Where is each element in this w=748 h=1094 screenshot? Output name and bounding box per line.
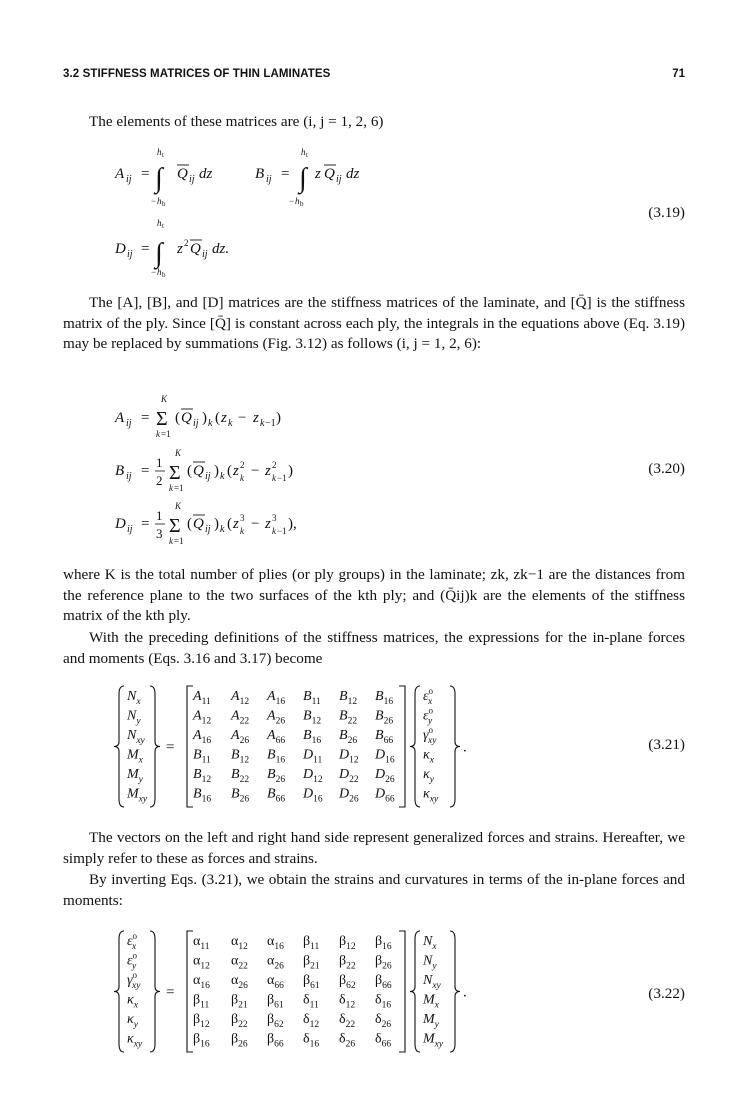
svg-text:b: b bbox=[300, 200, 304, 208]
svg-text:=: = bbox=[141, 463, 150, 479]
matrix-entry: $\delta_{26}$ bbox=[375, 1012, 392, 1030]
svg-text:=: = bbox=[281, 166, 290, 182]
matrix-entry: $B_{12}$ bbox=[231, 747, 250, 766]
rhs-vector-entry: $\varepsilon^o$ y bbox=[423, 705, 434, 727]
svg-text:ij: ij bbox=[205, 471, 211, 482]
svg-text:k: k bbox=[260, 418, 265, 429]
rhs-vector-entry: $M_{xy}$ bbox=[423, 1031, 444, 1050]
rhs-vector-entry: $\kappa_{xy}$ bbox=[423, 786, 439, 805]
matrix-entry: $\delta_{26}$ bbox=[339, 1031, 356, 1050]
matrix-entry: $D_{11}$ bbox=[303, 747, 323, 766]
matrix-entry: $D_{26}$ bbox=[339, 786, 359, 805]
svg-text:2: 2 bbox=[156, 473, 163, 488]
matrix-entry: $\alpha_{11}$ bbox=[193, 934, 210, 952]
matrix-entry: $\beta_{21}$ bbox=[303, 953, 320, 972]
matrix-entry: $D_{22}$ bbox=[339, 767, 359, 785]
svg-text:B: B bbox=[115, 463, 125, 479]
svg-text:A: A bbox=[115, 410, 125, 426]
svg-text:Σ: Σ bbox=[169, 515, 181, 537]
svg-text:ij: ij bbox=[126, 471, 132, 482]
svg-text:),: ), bbox=[288, 516, 297, 532]
svg-text:1: 1 bbox=[156, 455, 163, 470]
equals-sign: = bbox=[166, 984, 175, 1001]
matrix-entry: $B_{12}$ bbox=[193, 767, 212, 785]
eq-B-sum bbox=[115, 448, 293, 493]
rhs-vector-entry: $M_y$ bbox=[423, 1012, 439, 1030]
svg-text:=1: =1 bbox=[174, 536, 184, 546]
lhs-vector-entry: $N_y$ bbox=[127, 708, 141, 727]
svg-text:Q: Q bbox=[190, 241, 201, 257]
matrix-entry: $A_{12}$ bbox=[193, 708, 212, 727]
rhs-vector-entry: $N_{xy}$ bbox=[423, 973, 441, 991]
equation-3-21-graphic bbox=[63, 680, 623, 815]
rhs-vector-entry: $\kappa_y$ bbox=[423, 767, 434, 785]
matrix-entry: $B_{16}$ bbox=[193, 786, 212, 805]
matrix-entry: $\beta_{22}$ bbox=[339, 953, 356, 972]
matrix-entry: $\beta_{26}$ bbox=[375, 953, 392, 972]
lhs-vector-entry: $\gamma^o$ xy bbox=[127, 970, 141, 991]
matrix-entry: $\beta_{21}$ bbox=[231, 992, 248, 1011]
matrix-entry: $A_{16}$ bbox=[193, 728, 212, 746]
matrix-entry: $D_{66}$ bbox=[375, 786, 395, 805]
svg-text:ij: ij bbox=[193, 418, 199, 429]
period: . bbox=[463, 984, 467, 1001]
matrix-entry: $\beta_{62}$ bbox=[339, 973, 356, 991]
running-header bbox=[63, 68, 685, 86]
matrix-entry: $D_{12}$ bbox=[303, 767, 323, 785]
svg-text:D: D bbox=[115, 241, 126, 257]
svg-text:dz.: dz. bbox=[212, 241, 230, 257]
matrix-entry: $B_{16}$ bbox=[375, 689, 394, 707]
svg-text:h: h bbox=[157, 267, 162, 277]
svg-text:): ) bbox=[214, 463, 219, 479]
svg-text:ij: ij bbox=[126, 174, 132, 185]
svg-text:−1: −1 bbox=[277, 526, 287, 536]
svg-text:−1: −1 bbox=[265, 418, 276, 429]
svg-text:ij: ij bbox=[205, 524, 211, 535]
matrix-entry: $\beta_{26}$ bbox=[231, 1031, 248, 1050]
lhs-vector-entry: $\varepsilon^o$ x bbox=[127, 931, 138, 952]
svg-text:2: 2 bbox=[184, 238, 189, 248]
svg-text:1: 1 bbox=[156, 508, 163, 523]
svg-text:Q: Q bbox=[181, 410, 192, 426]
equation-number: (3.19) bbox=[648, 204, 685, 221]
equation-number: (3.22) bbox=[648, 985, 685, 1002]
svg-text:ij: ij bbox=[336, 174, 342, 185]
svg-text:): ) bbox=[202, 410, 207, 426]
svg-text:z: z bbox=[177, 241, 183, 257]
matrix-entry: $\beta_{61}$ bbox=[303, 973, 320, 991]
svg-text:z: z bbox=[221, 410, 227, 426]
paragraph-stiffness bbox=[63, 293, 685, 355]
matrix-entry: $\delta_{66}$ bbox=[375, 1031, 392, 1050]
svg-text:b: b bbox=[162, 271, 166, 279]
svg-text:z: z bbox=[265, 463, 271, 479]
matrix-entry: $\beta_{66}$ bbox=[375, 973, 392, 991]
svg-text:−1: −1 bbox=[277, 473, 287, 483]
svg-text:k: k bbox=[156, 429, 160, 439]
svg-text:k: k bbox=[169, 536, 173, 546]
svg-text:∫: ∫ bbox=[299, 163, 307, 194]
lhs-vector-entry: $\varepsilon^o$ y bbox=[127, 950, 138, 972]
matrix-entry: $B_{22}$ bbox=[231, 767, 250, 785]
matrix-entry: $\alpha_{12}$ bbox=[193, 953, 210, 972]
matrix-entry: $A_{16}$ bbox=[267, 689, 286, 707]
svg-text:3: 3 bbox=[240, 513, 245, 523]
matrix-entry: $A_{22}$ bbox=[231, 708, 250, 727]
matrix-entry: $B_{66}$ bbox=[375, 728, 394, 746]
rhs-vector-entry: $N_y$ bbox=[423, 953, 437, 972]
eq-B-integral bbox=[255, 147, 360, 208]
rhs-vector-entry: $\varepsilon^o$ x bbox=[423, 686, 434, 707]
svg-text:K: K bbox=[175, 501, 182, 511]
matrix-entry: $D_{16}$ bbox=[303, 786, 323, 805]
svg-text:k: k bbox=[272, 526, 276, 536]
equals-sign: = bbox=[166, 739, 175, 756]
svg-text:t: t bbox=[306, 151, 308, 159]
svg-text:−: − bbox=[289, 196, 295, 206]
page-number: 71 bbox=[672, 68, 685, 80]
svg-text:=: = bbox=[141, 516, 150, 532]
svg-text:(: ( bbox=[215, 410, 220, 426]
svg-text:Σ: Σ bbox=[169, 462, 181, 484]
equation-3-20-graphic bbox=[63, 390, 623, 555]
svg-text:z: z bbox=[315, 166, 321, 182]
matrix-entry: $B_{66}$ bbox=[267, 786, 286, 805]
matrix-entry: $B_{11}$ bbox=[303, 689, 321, 707]
rhs-vector-entry: $M_x$ bbox=[423, 992, 439, 1011]
section-title: 3.2 STIFFNESS MATRICES OF THIN LAMINATES bbox=[63, 68, 331, 80]
svg-text:ij: ij bbox=[202, 249, 208, 260]
equation-3-20 bbox=[63, 390, 685, 555]
svg-text:2: 2 bbox=[272, 460, 277, 470]
matrix-entry: $\alpha_{16}$ bbox=[267, 934, 284, 952]
matrix-entry: $\beta_{22}$ bbox=[231, 1012, 248, 1030]
equation-3-19 bbox=[63, 140, 685, 280]
paragraph-text: The [A], [B], and [D] matrices are the stiffness matrices of the laminate, and [Q̄] is the stiffness matrix of the ply. Since [Q̄] is constant across each ply, the integrals in the equations above (Eq. 3.19) may be replaced by summations (Fig. 3.12) as follows (i, j = 1, 2, 6): bbox=[63, 294, 685, 352]
svg-text:A: A bbox=[115, 166, 125, 182]
matrix-entry: $A_{26}$ bbox=[231, 728, 250, 746]
svg-text:=1: =1 bbox=[174, 483, 184, 493]
paragraph-text: where K is the total number of plies (or ply groups) in the laminate; zk, zk−1 are the distances from the reference plane to the two surfaces of the kth ply; and (Q̄ij)k are the elements of the stiffness matrix of the kth ply. bbox=[63, 566, 685, 624]
svg-text:−: − bbox=[238, 410, 247, 426]
matrix-entry: $A_{66}$ bbox=[267, 728, 286, 746]
svg-text:k: k bbox=[169, 483, 173, 493]
matrix-entry: $B_{16}$ bbox=[267, 747, 286, 766]
svg-text:k: k bbox=[240, 526, 244, 536]
matrix-entry: $A_{12}$ bbox=[231, 689, 250, 707]
svg-text:(: ( bbox=[187, 463, 192, 479]
svg-text:k: k bbox=[272, 473, 276, 483]
svg-text:h: h bbox=[301, 147, 306, 157]
matrix-entry: $B_{12}$ bbox=[339, 689, 358, 707]
matrix-entry: $\beta_{61}$ bbox=[267, 992, 284, 1011]
lhs-vector-entry: $\kappa_{xy}$ bbox=[127, 1031, 143, 1050]
eq-A-sum bbox=[114, 394, 281, 439]
svg-text:ij: ij bbox=[266, 174, 272, 185]
svg-text:(: ( bbox=[175, 410, 180, 426]
svg-text:D: D bbox=[115, 516, 126, 532]
matrix-entry: $\beta_{12}$ bbox=[193, 1012, 210, 1030]
matrix-entry: $\delta_{12}$ bbox=[303, 1012, 320, 1030]
eq-D-integral bbox=[114, 218, 229, 279]
svg-text:ij: ij bbox=[127, 524, 133, 535]
matrix-entry: $\beta_{62}$ bbox=[267, 1012, 284, 1030]
svg-text:k: k bbox=[228, 418, 233, 429]
svg-text:t: t bbox=[162, 151, 164, 159]
matrix-entry: $\alpha_{26}$ bbox=[231, 973, 248, 991]
matrix-entry: $B_{16}$ bbox=[303, 728, 322, 746]
matrix-entry: $\beta_{11}$ bbox=[303, 934, 320, 952]
svg-text:dz: dz bbox=[346, 166, 360, 182]
svg-text:ij: ij bbox=[126, 418, 132, 429]
paragraph-text: With the preceding definitions of the stiffness matrices, the expressions for the in-plane forces and moments (Eqs. 3.16 and 3.17) become bbox=[63, 629, 685, 667]
paragraph-definitions bbox=[63, 565, 685, 627]
svg-text:=: = bbox=[141, 166, 150, 182]
matrix-entry: $D_{12}$ bbox=[339, 747, 359, 766]
svg-text:3: 3 bbox=[272, 513, 277, 523]
equation-number: (3.20) bbox=[648, 460, 685, 477]
svg-text:k: k bbox=[220, 471, 225, 482]
matrix-entry: $\delta_{12}$ bbox=[339, 992, 356, 1011]
svg-text:): ) bbox=[276, 410, 281, 426]
matrix-entry: $\beta_{12}$ bbox=[339, 934, 356, 952]
matrix-entry: $\delta_{11}$ bbox=[303, 992, 319, 1011]
svg-text:Q: Q bbox=[193, 516, 204, 532]
svg-text:h: h bbox=[295, 196, 300, 206]
svg-text:−: − bbox=[251, 463, 260, 479]
svg-text:k: k bbox=[208, 418, 213, 429]
lhs-vector-entry: $\kappa_y$ bbox=[127, 1012, 138, 1030]
equation-3-22 bbox=[63, 925, 685, 1060]
svg-text:h: h bbox=[157, 147, 162, 157]
matrix-entry: $\delta_{16}$ bbox=[375, 992, 392, 1011]
svg-text:K: K bbox=[161, 394, 168, 404]
equation-3-21 bbox=[63, 680, 685, 815]
paragraph-forces bbox=[63, 628, 685, 669]
matrix-entry: $\beta_{66}$ bbox=[267, 1031, 284, 1050]
lhs-vector-entry: $N_{xy}$ bbox=[127, 728, 145, 746]
paragraph-inverting bbox=[63, 870, 685, 911]
matrix-entry: $B_{12}$ bbox=[303, 708, 322, 727]
rhs-vector-entry: $\kappa_x$ bbox=[423, 747, 434, 766]
svg-text:B: B bbox=[255, 166, 265, 182]
svg-text:=1: =1 bbox=[161, 429, 171, 439]
svg-text:t: t bbox=[162, 222, 164, 230]
matrix-entry: $B_{26}$ bbox=[231, 786, 250, 805]
matrix-entry: $B_{26}$ bbox=[339, 728, 358, 746]
equation-number: (3.21) bbox=[648, 736, 685, 753]
matrix-entry: $\delta_{22}$ bbox=[339, 1012, 356, 1030]
svg-text:(: ( bbox=[227, 516, 232, 532]
svg-text:z: z bbox=[265, 516, 271, 532]
svg-text:ij: ij bbox=[189, 174, 195, 185]
matrix-entry: $\alpha_{12}$ bbox=[231, 934, 248, 952]
svg-text:ij: ij bbox=[127, 249, 133, 260]
svg-text:dz: dz bbox=[199, 166, 213, 182]
lhs-vector-entry: $M_y$ bbox=[127, 767, 143, 785]
matrix-entry: $\alpha_{66}$ bbox=[267, 973, 284, 991]
matrix-entry: $\beta_{11}$ bbox=[193, 992, 210, 1011]
svg-text:(: ( bbox=[227, 463, 232, 479]
matrix-entry: $\beta_{16}$ bbox=[193, 1031, 210, 1050]
svg-text:K: K bbox=[175, 448, 182, 458]
matrix-entry: $B_{26}$ bbox=[267, 767, 286, 785]
svg-text:∫: ∫ bbox=[155, 238, 163, 269]
svg-text:Q: Q bbox=[177, 166, 188, 182]
paragraph-text: The vectors on the left and right hand side represent generalized forces and strains. Hereafter, we simply refer to these as forces and strains. bbox=[63, 829, 685, 867]
matrix-entry: $A_{26}$ bbox=[267, 708, 286, 727]
svg-text:b: b bbox=[162, 200, 166, 208]
svg-text:h: h bbox=[157, 196, 162, 206]
matrix-entry: $\alpha_{22}$ bbox=[231, 953, 248, 972]
svg-text:Q: Q bbox=[193, 463, 204, 479]
svg-text:z: z bbox=[253, 410, 259, 426]
svg-text:Q: Q bbox=[324, 166, 335, 182]
rhs-vector-entry: $\gamma^o$ xy bbox=[423, 725, 437, 746]
matrix-entry: $\beta_{16}$ bbox=[375, 934, 392, 952]
eq-D-sum bbox=[114, 501, 297, 546]
svg-text:z: z bbox=[233, 516, 239, 532]
lhs-vector-entry: $N_x$ bbox=[127, 689, 141, 707]
svg-text:z: z bbox=[233, 463, 239, 479]
lhs-vector-entry: $M_x$ bbox=[127, 747, 143, 766]
period: . bbox=[463, 739, 467, 756]
svg-text:Σ: Σ bbox=[156, 408, 168, 430]
svg-text:k: k bbox=[240, 473, 244, 483]
paragraph-vectors bbox=[63, 828, 685, 869]
svg-text:3: 3 bbox=[156, 526, 163, 541]
equation-3-19-graphic bbox=[63, 140, 623, 280]
matrix-entry: $\alpha_{16}$ bbox=[193, 973, 210, 991]
svg-text:k: k bbox=[220, 524, 225, 535]
svg-text:−: − bbox=[151, 267, 157, 277]
svg-text:(: ( bbox=[187, 516, 192, 532]
matrix-entry: $\alpha_{26}$ bbox=[267, 953, 284, 972]
svg-text:−: − bbox=[151, 196, 157, 206]
svg-text:): ) bbox=[288, 463, 293, 479]
paragraph-intro bbox=[63, 112, 685, 133]
svg-text:=: = bbox=[141, 241, 150, 257]
matrix-entry: $\delta_{16}$ bbox=[303, 1031, 320, 1050]
eq-A-integral bbox=[114, 147, 213, 208]
lhs-vector-entry: $\kappa_x$ bbox=[127, 992, 138, 1011]
lhs-vector-entry: $M_{xy}$ bbox=[127, 786, 148, 805]
matrix-entry: $B_{22}$ bbox=[339, 708, 358, 727]
svg-text:=: = bbox=[141, 410, 150, 426]
paragraph-text: The elements of these matrices are (i, j = 1, 2, 6) bbox=[89, 113, 384, 130]
svg-text:2: 2 bbox=[240, 460, 245, 470]
matrix-entry: $B_{26}$ bbox=[375, 708, 394, 727]
svg-text:∫: ∫ bbox=[155, 163, 163, 194]
matrix-entry: $A_{11}$ bbox=[193, 689, 211, 707]
matrix-entry: $D_{26}$ bbox=[375, 767, 395, 785]
svg-text:): ) bbox=[214, 516, 219, 532]
svg-text:−: − bbox=[251, 516, 260, 532]
equation-3-22-graphic bbox=[63, 925, 623, 1060]
paragraph-text: By inverting Eqs. (3.21), we obtain the strains and curvatures in terms of the in-plane forces and moments: bbox=[63, 871, 685, 909]
matrix-entry: $B_{11}$ bbox=[193, 747, 211, 766]
matrix-entry: $D_{16}$ bbox=[375, 747, 395, 766]
rhs-vector-entry: $N_x$ bbox=[423, 934, 437, 952]
svg-text:h: h bbox=[157, 218, 162, 228]
